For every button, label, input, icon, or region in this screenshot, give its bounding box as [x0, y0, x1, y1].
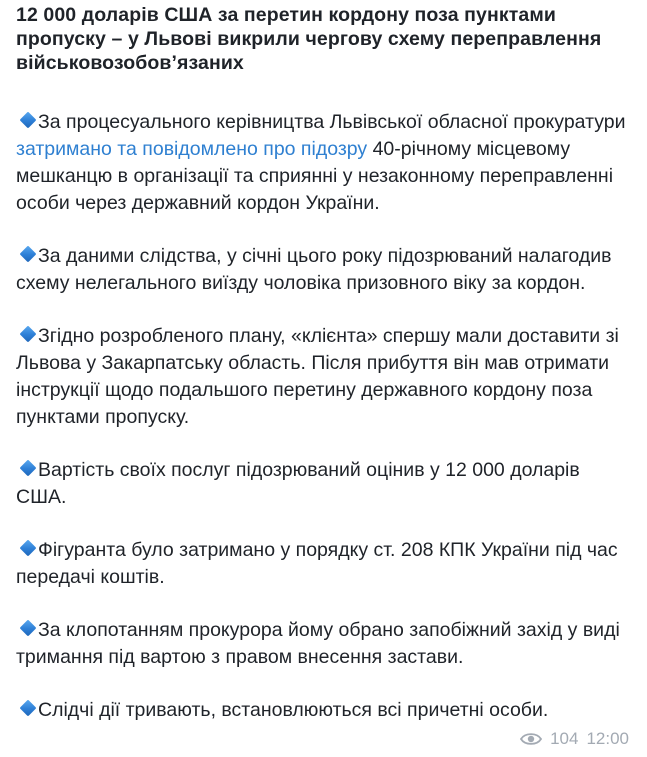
blue-diamond-icon	[20, 620, 37, 637]
blue-diamond-icon	[20, 326, 37, 343]
paragraph-6-text: За клопотанням прокурора йому обрано запобіжний захід у виді тримання під вартою з правом внесення застави.	[16, 619, 620, 668]
paragraph-3-text: Згідно розробленого плану, «клієнта» спершу мали доставити зі Львова у Закарпатську область. Після прибуття він мав отримати інструкції щодо подальшого перетину державного кордону поза пунктами пропуску.	[16, 325, 619, 428]
blue-diamond-icon	[20, 540, 37, 557]
blue-diamond-icon	[20, 246, 37, 263]
paragraph-1-text-end: 40-річному місцевому мешканцю в організації та сприянні у незаконному переправленні особи через державний кордон України.	[16, 138, 614, 214]
paragraph-5-text: Фігуранта було затримано у порядку ст. 208 КПК України під час передачі коштів.	[16, 539, 618, 588]
paragraph-7	[16, 697, 633, 724]
paragraph-4-text: Вартість своїх послуг підозрюваний оцінив у 12 000 доларів США.	[16, 459, 580, 508]
blue-diamond-icon	[20, 460, 37, 477]
paragraph-1	[16, 109, 633, 217]
post-title: 12 000 доларів США за перетин кордону поза пунктами пропуску – у Львові викрили чергову схему переправлення військовозобов’язаних	[16, 4, 602, 74]
view-count: 104	[550, 729, 579, 748]
paragraph-2-text: За даними слідства, у січні цього року підозрюваний налагодив схему нелегального виїзду чоловіка призовного віку за кордон.	[16, 245, 612, 294]
suspicion-link[interactable]: затримано та повідомлено про підозру	[16, 138, 368, 160]
message-time: 12:00	[586, 729, 629, 748]
paragraph-5	[16, 537, 633, 591]
paragraph-6	[16, 617, 633, 671]
paragraph-2	[16, 243, 633, 297]
paragraph-1-text-start: За процесуального керівництва Львівської обласної прокуратури	[38, 111, 626, 133]
message-meta	[520, 729, 629, 749]
paragraph-4	[16, 457, 633, 511]
blue-diamond-icon	[20, 112, 37, 129]
paragraph-3	[16, 323, 633, 431]
blue-diamond-icon	[20, 700, 37, 717]
paragraph-7-text: Слідчі дії тривають, встановлюються всі причетні особи.	[38, 699, 549, 721]
eye-icon	[520, 732, 542, 746]
